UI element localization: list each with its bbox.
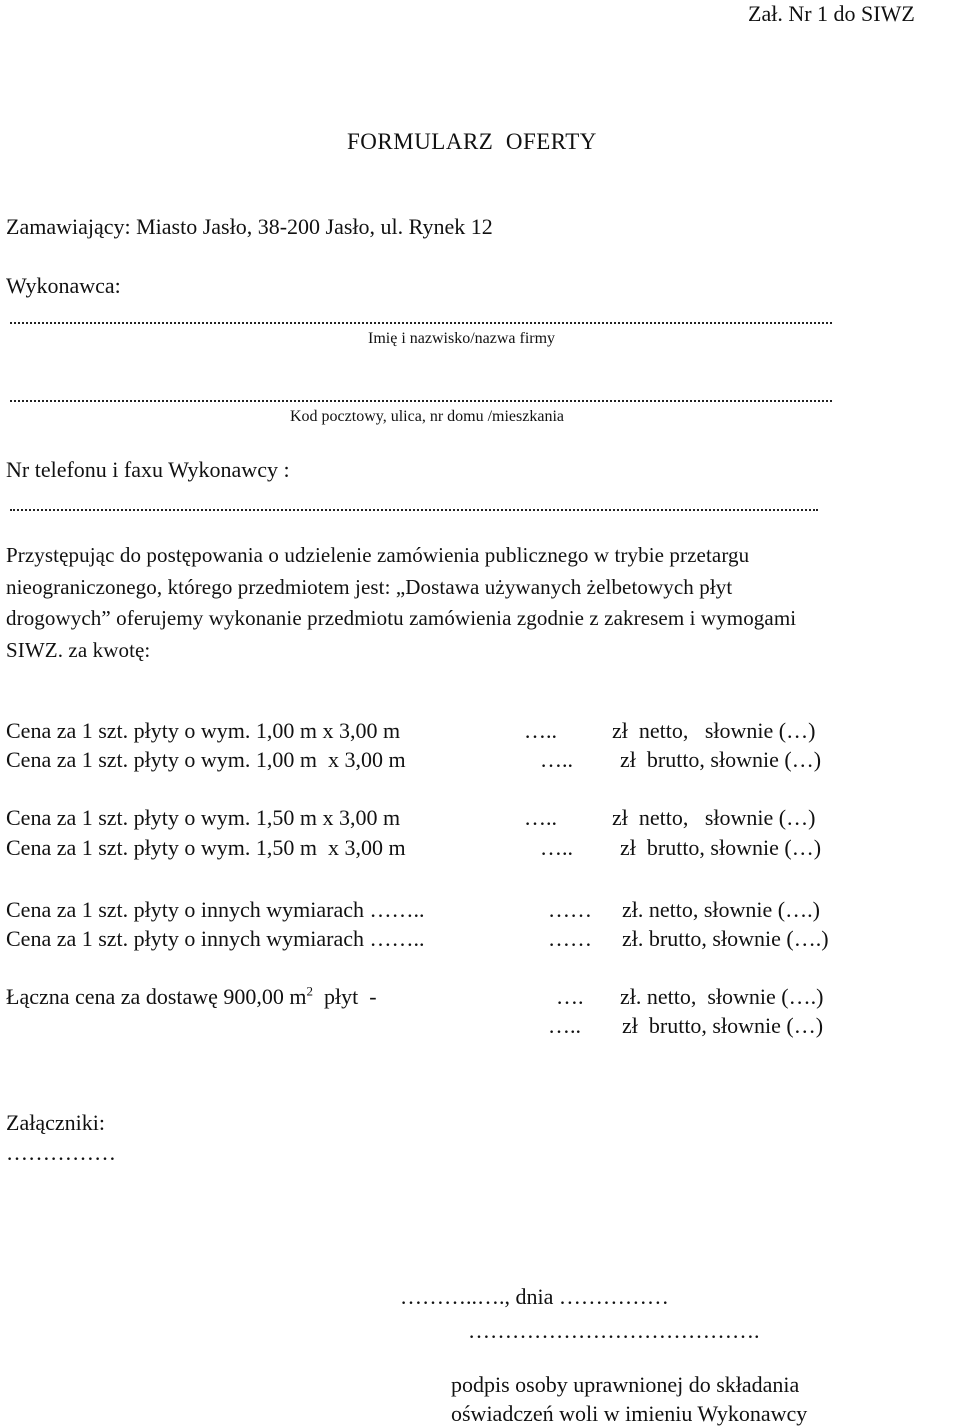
price-row-unit: zł brutto, słownie (…) [620,747,822,772]
total-label-superscript: 2 [306,983,314,999]
contractor-name-caption: Imię i nazwisko/nazwa firmy [368,330,556,347]
total-netto-unit: zł. netto, słownie (….) [620,984,824,1009]
price-row-label: Cena za 1 szt. płyty o innych wymiarach …….. [6,897,425,922]
price-row-unit: zł brutto, słownie (…) [620,835,822,860]
attachment-ref: Zał. Nr 1 do SIWZ [748,1,915,26]
price-row-label: Cena za 1 szt. płyty o wym. 1,00 m x 3,00 m [6,718,401,743]
attachments-field[interactable]: …………… [6,1140,116,1165]
phone-fax-label: Nr telefonu i faxu Wykonawcy : [6,457,290,482]
price-row-unit: zł netto, słownie (…) [612,805,816,830]
price-row-unit: zł netto, słownie (…) [612,718,816,743]
price-row-label: Cena za 1 szt. płyty o wym. 1,00 m x 3,00 m [6,747,406,772]
phone-fax-field[interactable] [10,509,818,511]
total-label-suffix: płyt - [313,984,377,1009]
price-row-amount[interactable]: ….. [524,805,557,830]
price-row-amount[interactable]: …… [548,926,592,951]
intro-line: nieograniczonego, którego przedmiotem jest: „Dostawa używanych żelbetowych płyt [6,574,733,599]
form-title: FORMULARZ OFERTY [347,129,597,154]
price-row-label: Cena za 1 szt. płyty o wym. 1,50 m x 3,00 m [6,805,401,830]
attachments-label: Załączniki: [6,1110,105,1135]
intro-line: SIWZ. za kwotę: [6,637,151,662]
contractor-label: Wykonawca: [6,273,121,298]
price-row-amount[interactable]: ….. [540,835,573,860]
total-brutto-unit: zł brutto, słownie (…) [622,1013,824,1038]
total-netto-amount[interactable]: …. [556,984,584,1009]
total-price-label [6,983,377,1009]
price-row-label: Cena za 1 szt. płyty o innych wymiarach …….. [6,926,425,951]
intro-line: drogowych” oferujemy wykonanie przedmiotu zamówienia zgodnie z zakresem i wymogami [6,606,797,630]
price-row-unit: zł. netto, słownie (….) [622,897,820,922]
contracting-authority: Zamawiający: Miasto Jasło, 38-200 Jasło, ul. Rynek 12 [6,214,493,239]
signature-caption-line2: oświadczeń woli w imieniu Wykonawcy [451,1401,808,1426]
total-label-prefix: Łączna cena za dostawę 900,00 m [6,984,307,1009]
price-row-amount[interactable]: ….. [540,747,573,772]
signature-caption-line1: podpis osoby uprawnionej do składania [451,1372,800,1397]
contractor-address-field[interactable] [10,400,832,402]
contractor-name-field[interactable] [10,322,832,324]
signature-field[interactable]: …………………………………. [468,1318,760,1343]
intro-paragraph [6,540,956,666]
price-row-amount[interactable]: …… [548,897,592,922]
total-brutto-amount[interactable]: ….. [548,1013,581,1038]
intro-line: Przystępując do postępowania o udzielenie zamówienia publicznego w trybie przetargu [6,543,750,567]
contractor-address-caption: Kod pocztowy, ulica, nr domu /mieszkania [290,408,564,425]
price-row-amount[interactable]: ….. [524,718,557,743]
price-row-unit: zł. brutto, słownie (….) [622,926,829,951]
price-row-label: Cena za 1 szt. płyty o wym. 1,50 m x 3,00 m [6,835,406,860]
place-date[interactable]: ………..…., dnia …………… [400,1284,669,1309]
